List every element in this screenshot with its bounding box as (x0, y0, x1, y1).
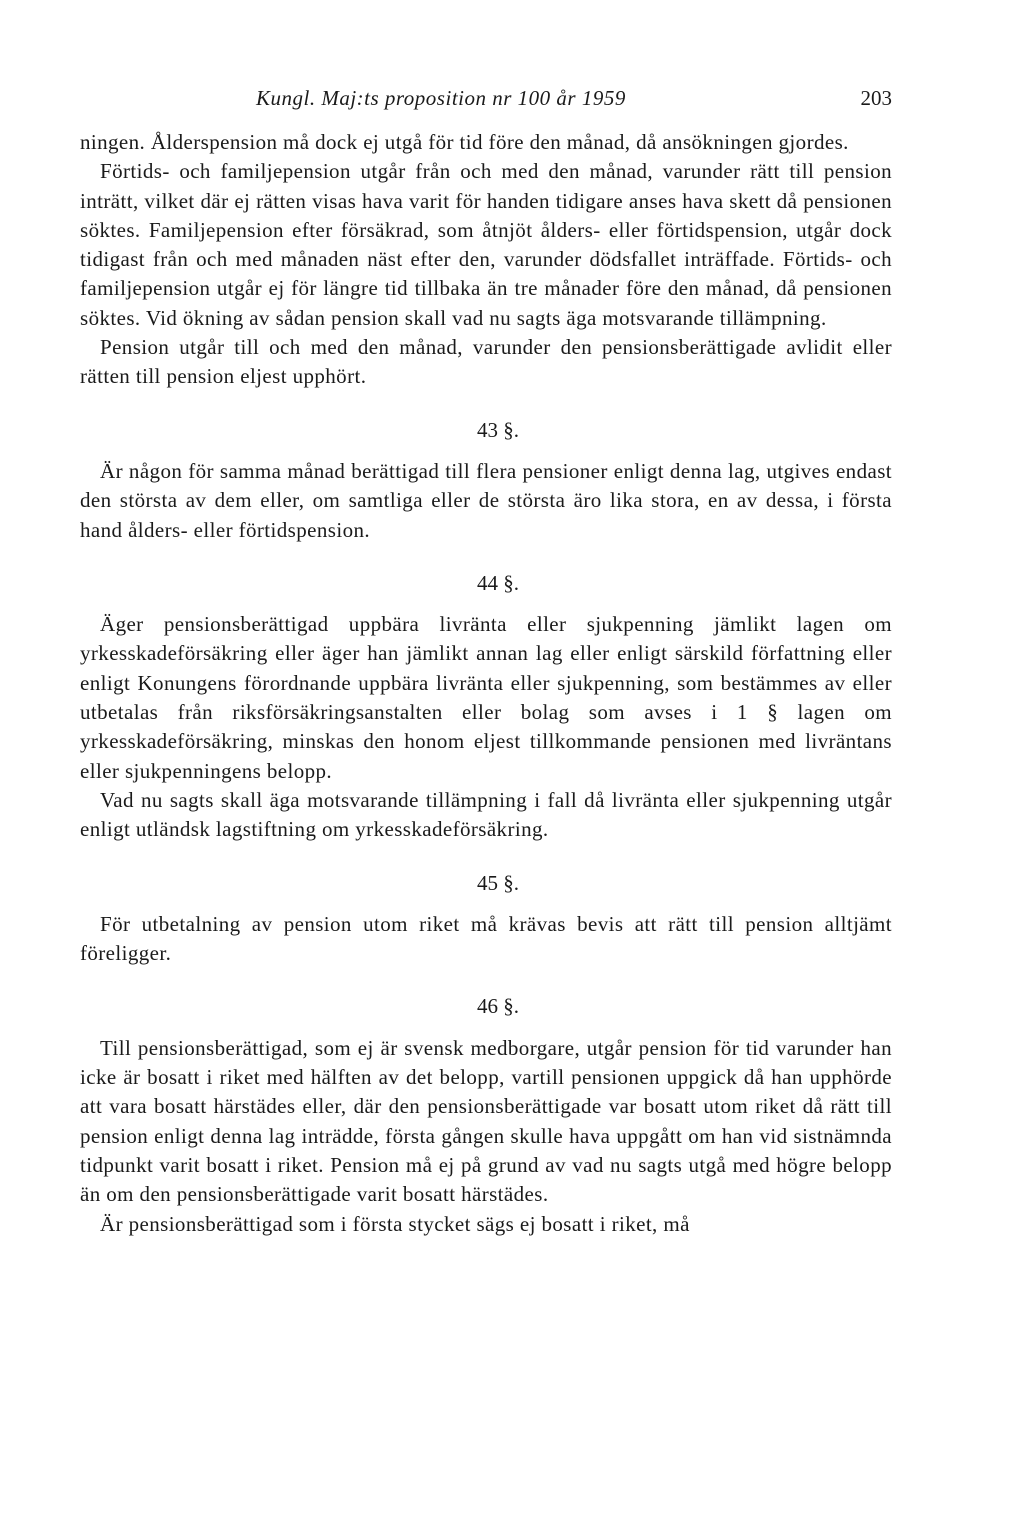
section-46-paragraph-1: Till pensionsberättigad, som ej är svensk medborgare, utgår pension för tid varunder han icke är bosatt i riket med hälften av det belopp, vartill pensionen uppgick då han upphörde att vara bosatt härstädes eller, där den pensionsberättigade var bosatt utom riket då rätt till pension enligt denna lag inträdde, första gången skulle hava uppgått om han vid sistnämnda tidpunkt varit bosatt i riket. Pension må ej på grund av vad nu sagts utgå med högre belopp än om den pensionsberättigade varit bosatt härstädes. (80, 1035, 892, 1207)
page-content (80, 84, 892, 1239)
section-heading-44: 44 §. (477, 570, 519, 595)
running-header (80, 84, 892, 116)
section-heading-46: 46 §. (477, 994, 519, 1019)
section-45-paragraph: För utbetalning av pension utom riket må krävas bevis att rätt till pension alltjämt föreligger. (80, 911, 892, 966)
paragraph-pension-upphort: Pension utgår till och med den månad, varunder den pensionsberättigade avlidit eller rätten till pension eljest upphört. (80, 335, 892, 389)
paragraph-fortids-familjepension: Förtids- och familjepension utgår från och med den månad, varunder rätt till pension inträtt, vilket där ej rätten visas hava varit för handen tidigare anses hava skett då pensionen söktes. Familjepension efter försäkrad, som åtnjöt ålders- eller förtidspension, utgår dock tidigast från och med månaden näst efter den, varunder dödsfallet inträffade. Förtids- och familjepension utgår ej för längre tid tillbaka än tre månader före den månad, då pensionen söktes. Vid ökning av sådan pension skall vad nu sagts äga motsvarande tillämpning. (80, 159, 892, 330)
section-44-paragraph-2: Vad nu sagts skall äga motsvarande tillämpning i fall då livränta eller sjukpenning utgår enligt utländsk lagstiftning om yrkesskadeförsäkring. (80, 787, 892, 842)
section-44-paragraph-1: Äger pensionsberättigad uppbära livränta eller sjukpenning jämlikt lagen om yrkesskadeförsäkring eller äger han jämlikt annan lag eller enligt särskild författning eller enligt Konungens förordnande uppbära livränta eller sjukpenning, som bestämmes av eller utbetalas från riksförsäkringsanstalten eller bolag som avses i 1 § lagen om yrkesskadeförsäkring, minskas den honom eljest tillkommande pensionen med livräntans eller sjukpenningens belopp. (80, 612, 892, 783)
section-heading-45: 45 §. (477, 870, 519, 895)
section-heading-43: 43 §. (477, 417, 519, 442)
header-title: Kungl. Maj:ts proposition nr 100 år 1959 (256, 86, 626, 110)
paragraph-continuation: ningen. Ålderspension må dock ej utgå för tid före den månad, då ansökningen gjordes. (80, 130, 849, 154)
page-number: 203 (860, 86, 892, 110)
section-43-paragraph: Är någon för samma månad berättigad till flera pensioner enligt denna lag, utgives endast den största av dem eller, om samtliga eller de största äro lika stora, en av dessa, i första hand ålders- eller förtidspension. (80, 458, 892, 542)
section-46-paragraph-2: Är pensionsberättigad som i första stycket sägs ej bosatt i riket, må (100, 1211, 690, 1236)
